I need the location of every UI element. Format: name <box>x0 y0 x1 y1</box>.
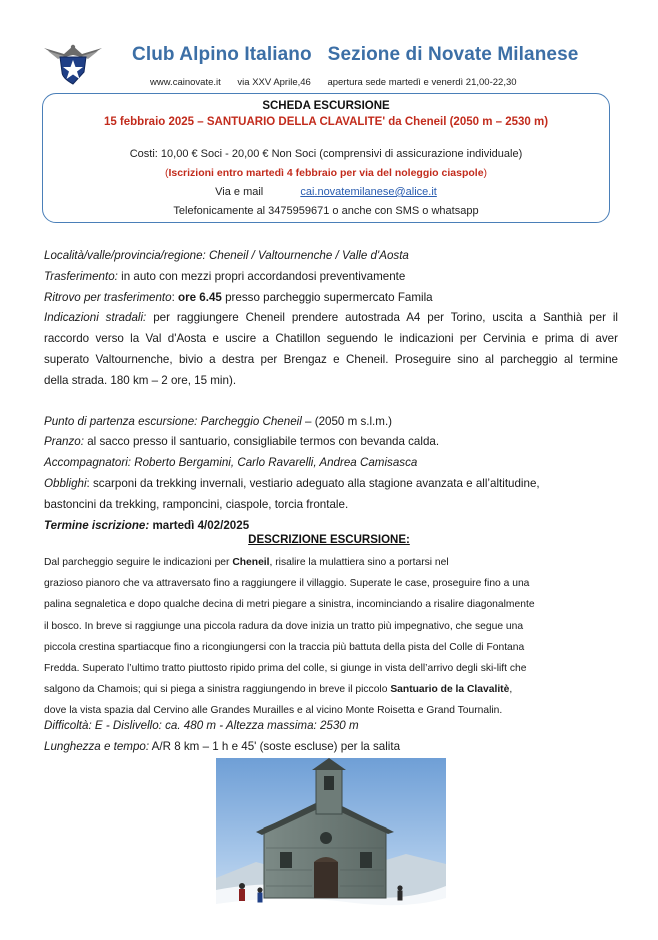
pranzo-line <box>44 432 618 453</box>
descrizione-title: DESCRIZIONE ESCURSIONE: <box>248 534 410 546</box>
indicazioni-line-2: raccordo verso la Val d'Aosta e uscire a Chatillon seguendo le indicazioni per Cervinia e prima di aver <box>44 332 618 346</box>
difficolta-text: Difficoltà: E - Dislivello: ca. 480 m - Altezza massima: 2530 m <box>44 719 359 732</box>
ritrovo-time: ore 6.45 <box>178 290 222 304</box>
termine-label: Termine iscrizione: <box>44 518 150 532</box>
accompagnatori-text: Accompagnatori: Roberto Bergamini, Carlo Ravarelli, Andrea Camisasca <box>44 456 418 470</box>
mail-label: Via e mail <box>215 186 264 198</box>
accompagnatori-line <box>44 453 618 474</box>
desc-line-1 <box>44 552 600 573</box>
descrizione-text <box>44 552 600 722</box>
section-name: Sezione di Novate Milanese <box>327 44 579 65</box>
box-mail-row <box>43 186 609 198</box>
desc-line-6: Fredda. Superato l’ultimo tratto piuttosto ripido prima del colle, si giunge in vista dell’arrivo degli ski-lift che <box>44 663 527 675</box>
website-link[interactable]: www.cainovate.it <box>150 77 221 88</box>
localita-value: Cheneil / Valtournenche / Valle d'Aosta <box>209 249 409 262</box>
ritrovo-label: Ritrovo per trasferimento <box>44 290 172 304</box>
pranzo-label: Pranzo: <box>44 435 84 449</box>
opening-hours: apertura sede martedì e venerdì 21,00-22,30 <box>327 77 517 88</box>
pranzo-value: al sacco presso il santuario, consigliabile termos con bevanda calda. <box>87 435 440 449</box>
desc-cheneil: Cheneil <box>232 557 270 568</box>
partenza-line <box>44 412 618 433</box>
email-link[interactable]: cai.novatemilanese@alice.it <box>300 186 437 198</box>
trasferimento-line <box>44 267 618 288</box>
club-title <box>132 44 578 66</box>
indicazioni-text-1: per raggiungere Cheneil prendere autostrada A4 per Torino, uscita a Santhià per il <box>153 311 618 325</box>
desc-line-7 <box>44 679 600 700</box>
excursion-details <box>44 246 618 536</box>
desc-line-3: palina segnaletica e dopo qualche decina di metri piegare a sinistra, incominciando a risalire diagonalmente <box>44 599 535 611</box>
indicazioni-line-1 <box>44 308 618 329</box>
indicazioni-label: Indicazioni stradali: <box>44 311 147 325</box>
trasferimento-value: in auto con mezzi propri accordandosi preventivamente <box>121 269 406 283</box>
iscrizioni-text: Iscrizioni entro martedì 4 febbraio per via del noleggio ciaspole <box>168 167 484 179</box>
box-iscrizioni: (Iscrizioni entro martedì 4 febbraio per via del noleggio ciaspole) <box>164 167 488 179</box>
cai-logo-icon <box>42 38 104 88</box>
desc-line-1-pre: Dal parcheggio seguire le indicazioni per <box>44 557 233 568</box>
ritrovo-sep: : <box>171 290 175 304</box>
difficolta-line <box>44 716 618 737</box>
ritrovo-place: presso parcheggio supermercato Famila <box>225 290 433 304</box>
obblighi-line-1 <box>44 474 618 495</box>
localita-line <box>44 246 618 267</box>
desc-line-1-post: , risalire la mulattiera sino a portarsi nel <box>269 557 449 568</box>
partenza-value: – (2050 m s.l.m.) <box>305 414 393 428</box>
desc-santuario: Santuario de la Clavalitè <box>390 684 510 696</box>
ritrovo-line <box>44 288 618 309</box>
obblighi-line-2: bastoncini da trekking, ramponcini, ciaspole, torcia frontale. <box>44 497 349 511</box>
obblighi-label: Obblighi <box>44 476 87 490</box>
footer-info <box>44 716 618 757</box>
lunghezza-line <box>44 737 618 758</box>
indicazioni-line-4: della strada. 180 km – 2 ore, 15 min). <box>44 373 237 387</box>
address: via XXV Aprile,46 <box>237 77 311 88</box>
desc-line-7-pre: salgono da Chamois; qui si piega a sinistra raggiungendo in breve il piccolo <box>44 684 391 696</box>
desc-line-2: grazioso pianoro che va attraversato fino a raggiungere il villaggio. Superate le case, proseguire fino a una <box>44 578 530 590</box>
excursion-info-box <box>42 93 610 223</box>
indicazioni-line-3: superato Valtournenche, bivio a destra per Brengaz e Cheneil. Proseguire sino al parcheggio al termine <box>44 352 618 366</box>
lunghezza-label: Lunghezza e tempo: <box>44 739 150 753</box>
box-title: SCHEDA ESCURSIONE <box>262 100 390 112</box>
desc-line-8: dove la vista spazia dal Cervino alle Grandes Murailles e al vicino Monte Roisetta e Grand Tournalin. <box>44 705 503 717</box>
obblighi-text-1: : scarponi da trekking invernali, vestiario adeguato alla stagione avanzata e all’altitudine, <box>86 476 540 490</box>
termine-value: martedì 4/02/2025 <box>152 518 250 532</box>
desc-line-4: il bosco. In breve si raggiunge una piccola radura da dove inizia un tratto più impegnativo, che segue una <box>44 620 524 632</box>
desc-line-5: piccola crestina spartiacque fino a ricongiungersi con la traccia più battuta della pista del Colle di Fontana <box>44 641 525 653</box>
partenza-label: Punto di partenza escursione: Parcheggio Cheneil <box>44 414 302 428</box>
santuario-photo <box>216 758 446 926</box>
localita-label: Località/valle/provincia/regione: <box>44 249 206 262</box>
box-costs: Costi: 10,00 € Soci - 20,00 € Non Soci (comprensivi di assicurazione individuale) <box>129 148 523 160</box>
lunghezza-value: A/R 8 km – 1 h e 45' (soste escluse) per la salita <box>151 739 401 753</box>
trasferimento-label: Trasferimento: <box>44 269 118 283</box>
contact-line <box>150 77 531 88</box>
box-subtitle: 15 febbraio 2025 – SANTUARIO DELLA CLAVALITE' da Cheneil (2050 m – 2530 m) <box>103 116 549 128</box>
desc-line-7-post: , <box>509 684 513 696</box>
club-name: Club Alpino Italiano <box>132 44 312 65</box>
box-phone: Telefonicamente al 3475959671 o anche con SMS o whatsapp <box>173 205 479 217</box>
